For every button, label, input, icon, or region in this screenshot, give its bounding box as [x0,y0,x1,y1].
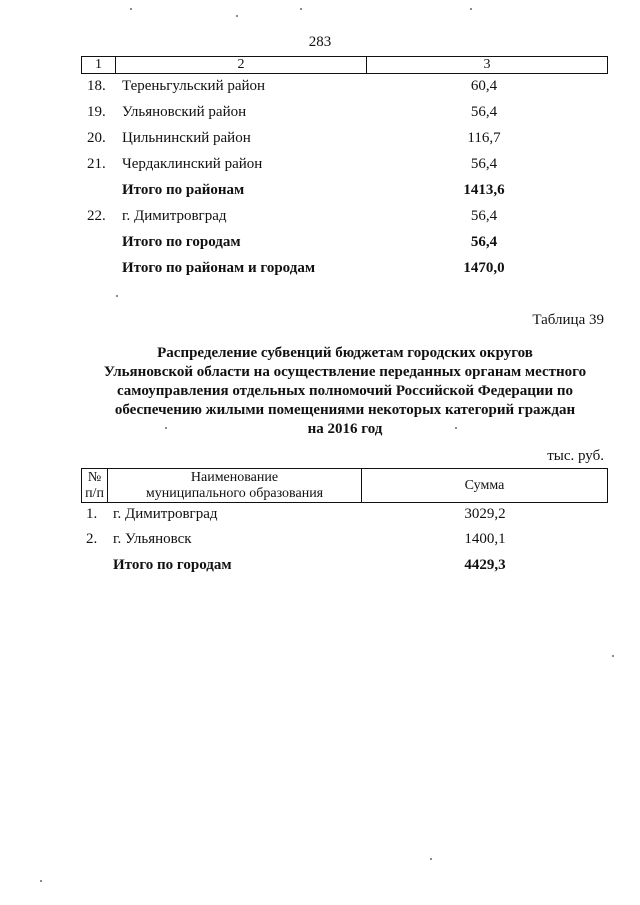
row-name: г. Димитровград [122,208,227,224]
row-value: 56,4 [470,156,498,172]
row-name: Тереньгульский район [122,78,266,94]
page-number: 283 [308,34,332,50]
scan-speckle [130,8,132,10]
row-name: Итого по городам [113,557,232,573]
row-value: 1413,6 [463,182,505,198]
scan-speckle [612,655,614,657]
row-name: Цильнинский район [122,130,251,146]
table2-total-row [81,557,608,579]
table2-header-num [82,469,108,502]
header-name-line1: Наименование [190,469,279,485]
row-number: 21. [87,156,106,172]
table2-header [81,468,608,503]
scan-speckle [470,8,472,10]
scan-speckle [430,858,432,860]
table1-header-col2: 2 [116,57,367,73]
table2-row [81,531,608,553]
table1-header-col3: 3 [483,57,491,72]
row-value: 56,4 [470,104,498,120]
title-line: обеспечению жилыми помещениями некоторых категорий граждан [114,402,576,418]
row-value: 1470,0 [463,260,505,276]
row-name: Итого по городам [122,234,241,250]
table2-row [81,506,608,528]
header-num-line1: № [87,469,102,485]
table-caption: Таблица 39 [532,312,604,328]
scan-speckle [165,427,167,429]
row-value: 1400,1 [464,531,506,547]
table2-header-name [108,469,362,502]
row-number: 22. [87,208,106,224]
row-value: 3029,2 [464,506,506,522]
title-line: самоуправления отдельных полномочий Российской Федерации по [116,383,574,399]
table1-subtotal-row [81,182,608,204]
scan-speckle [455,427,457,429]
row-value: 116,7 [467,130,501,146]
row-value: 56,4 [470,208,498,224]
row-value: 4429,3 [464,557,506,573]
title-line: Ульяновской области на осуществление переданных органам местного [103,364,587,380]
unit-label: тыс. руб. [547,448,604,464]
title-line: Распределение субвенций бюджетам городских округов [157,345,533,361]
row-number: 19. [87,104,106,120]
row-number: 18. [87,78,106,94]
row-value: 56,4 [470,234,498,250]
title-line: на 2016 год [307,421,383,437]
table1-row [81,156,608,178]
row-number: 1. [86,506,98,522]
table2-header-sum: Сумма [464,477,505,493]
row-name: г. Димитровград [113,506,218,522]
scan-speckle [40,880,42,882]
scan-speckle [116,295,118,297]
row-number: 20. [87,130,106,146]
scan-speckle [236,15,238,17]
table1-row [81,130,608,152]
header-name-line2: муниципального образования [145,485,324,501]
table-title [80,344,610,439]
row-name: Чердаклинский район [122,156,263,172]
row-name: г. Ульяновск [113,531,192,547]
table1-header-col1: 1 [82,57,116,73]
table1-row [81,78,608,100]
row-number: 2. [86,531,98,547]
row-name: Ульяновский район [122,104,247,120]
header-num-line2: п/п [85,485,104,501]
scan-speckle [300,8,302,10]
table1-row [81,208,608,230]
row-name: Итого по районам [122,182,245,198]
table1-total-row [81,260,608,282]
row-name: Итого по районам и городам [122,260,316,276]
table1-header [81,56,608,74]
table1-row [81,104,608,126]
table1-subtotal-row [81,234,608,256]
row-value: 60,4 [470,78,498,94]
